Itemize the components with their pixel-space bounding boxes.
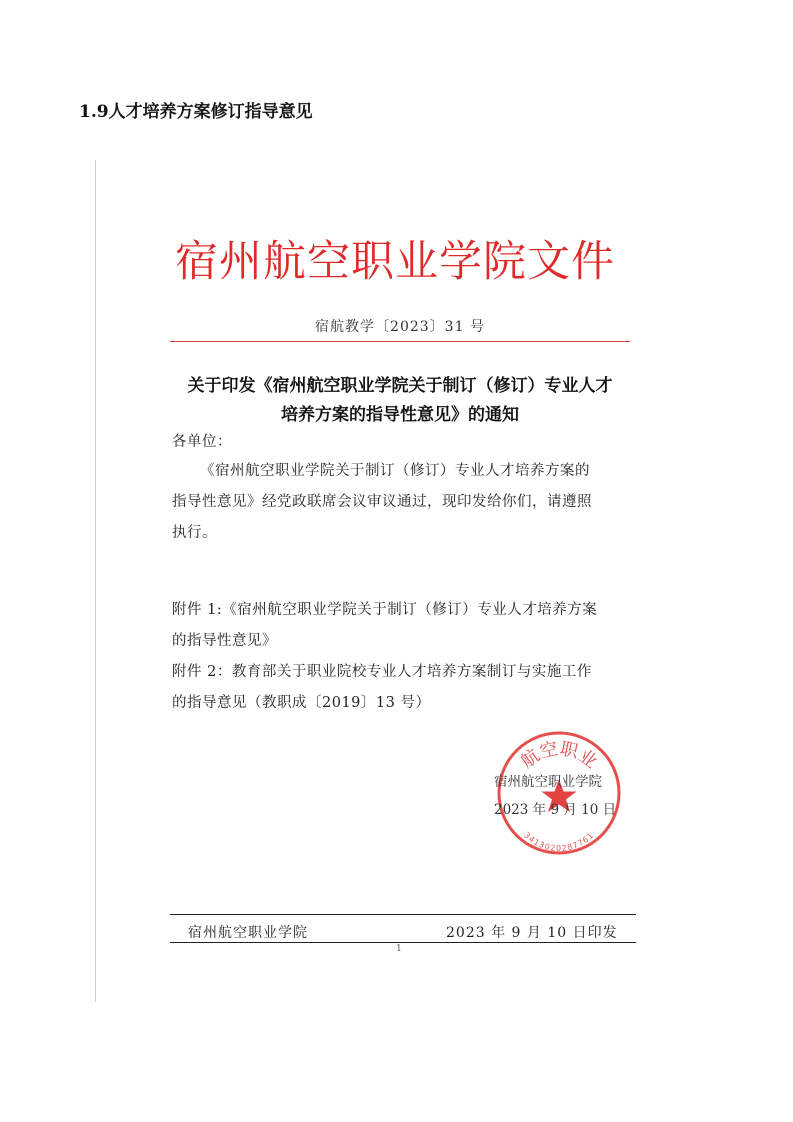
attachment-line: 附件 2：教育部关于职业院校专业人才培养方案制订与实施工作 xyxy=(172,664,592,680)
page-number: 1 xyxy=(396,944,402,954)
red-divider xyxy=(170,341,630,342)
attachment-line: 的指导意见（教职成〔2019〕13 号） xyxy=(172,695,431,711)
footer-rule-top xyxy=(170,914,636,915)
attachment-line: 的指导性意见》 xyxy=(172,633,277,649)
signature-org: 宿州航空职业学院 xyxy=(494,774,602,790)
attachment-line: 附件 1:《宿州航空职业学院关于制订（修订）专业人才培养方案 xyxy=(172,602,598,618)
signature-date: 2023 年 9 月 10 日 xyxy=(494,802,617,818)
attachments xyxy=(172,595,597,719)
svg-text:3413020287761: 3413020287761 xyxy=(522,830,596,853)
salutation xyxy=(172,427,232,458)
body-line: 指导性意见》经党政联席会议审议通过，现印发给你们，请遵照 xyxy=(172,494,592,510)
svg-text:航空职业: 航空职业 xyxy=(516,738,602,773)
footer-rule-bottom xyxy=(170,942,636,943)
footer-org: 宿州航空职业学院 xyxy=(188,925,308,941)
notice-title-line: 关于印发《宿州航空职业学院关于制订（修订）专业人才 xyxy=(187,376,613,396)
document-number: 宿航教学〔2023〕31 号 xyxy=(315,319,485,335)
salutation-text: 各单位： xyxy=(172,434,232,450)
footer-date: 2023 年 9 月 10 日印发 xyxy=(446,925,618,941)
section-title: 1.9人才培养方案修订指导意见 xyxy=(79,102,313,122)
body-paragraph xyxy=(172,456,592,549)
signature-block xyxy=(494,768,616,824)
scan-border xyxy=(95,160,96,1002)
document-header: 宿州航空职业学院文件 xyxy=(175,237,615,287)
body-line: 执行。 xyxy=(172,525,217,541)
notice-title-line: 培养方案的指导性意见》的通知 xyxy=(281,405,519,425)
notice-title xyxy=(160,372,640,430)
body-line: 《宿州航空职业学院关于制订（修订）专业人才培养方案的 xyxy=(200,463,590,479)
